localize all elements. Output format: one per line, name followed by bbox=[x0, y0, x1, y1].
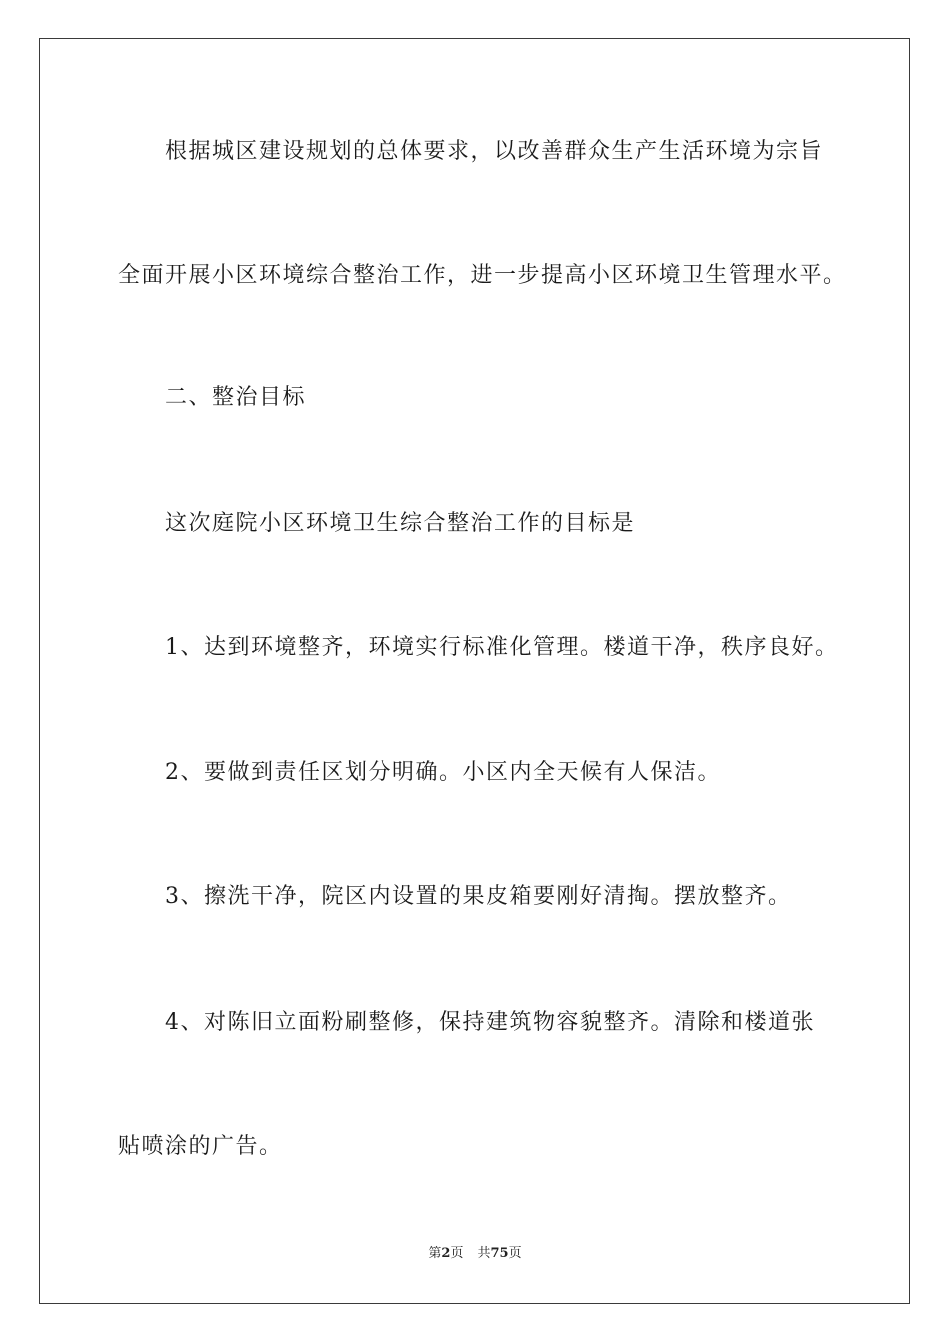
body-text-line: 这次庭院小区环境卫生综合整治工作的目标是 bbox=[165, 511, 636, 536]
total-prefix: 共 bbox=[477, 1246, 491, 1261]
list-item: 3、擦洗干净，院区内设置的果皮箱要刚好清掏。摆放整齐。 bbox=[165, 884, 792, 909]
list-item: 4、对陈旧立面粉刷整修，保持建筑物容貌整齐。清除和楼道张 bbox=[165, 1010, 815, 1035]
body-text-line: 根据城区建设规划的总体要求，以改善群众生产生活环境为宗旨 bbox=[165, 139, 824, 164]
page-suffix: 页 bbox=[450, 1246, 464, 1261]
list-item: 1、达到环境整齐，环境实行标准化管理。楼道干净，秩序良好。 bbox=[165, 635, 839, 660]
page-footer bbox=[0, 1245, 950, 1263]
total-page-count: 75 bbox=[490, 1246, 509, 1261]
body-text-line: 全面开展小区环境综合整治工作，进一步提高小区环境卫生管理水平。 bbox=[118, 263, 847, 288]
body-text-line: 贴喷涂的广告。 bbox=[118, 1134, 283, 1159]
section-heading: 二、整治目标 bbox=[165, 385, 307, 410]
current-page-number: 2 bbox=[441, 1246, 451, 1261]
total-suffix: 页 bbox=[508, 1246, 522, 1261]
list-item: 2、要做到责任区划分明确。小区内全天候有人保洁。 bbox=[165, 760, 721, 785]
page-frame bbox=[39, 38, 910, 1304]
page-prefix: 第 bbox=[428, 1246, 442, 1261]
